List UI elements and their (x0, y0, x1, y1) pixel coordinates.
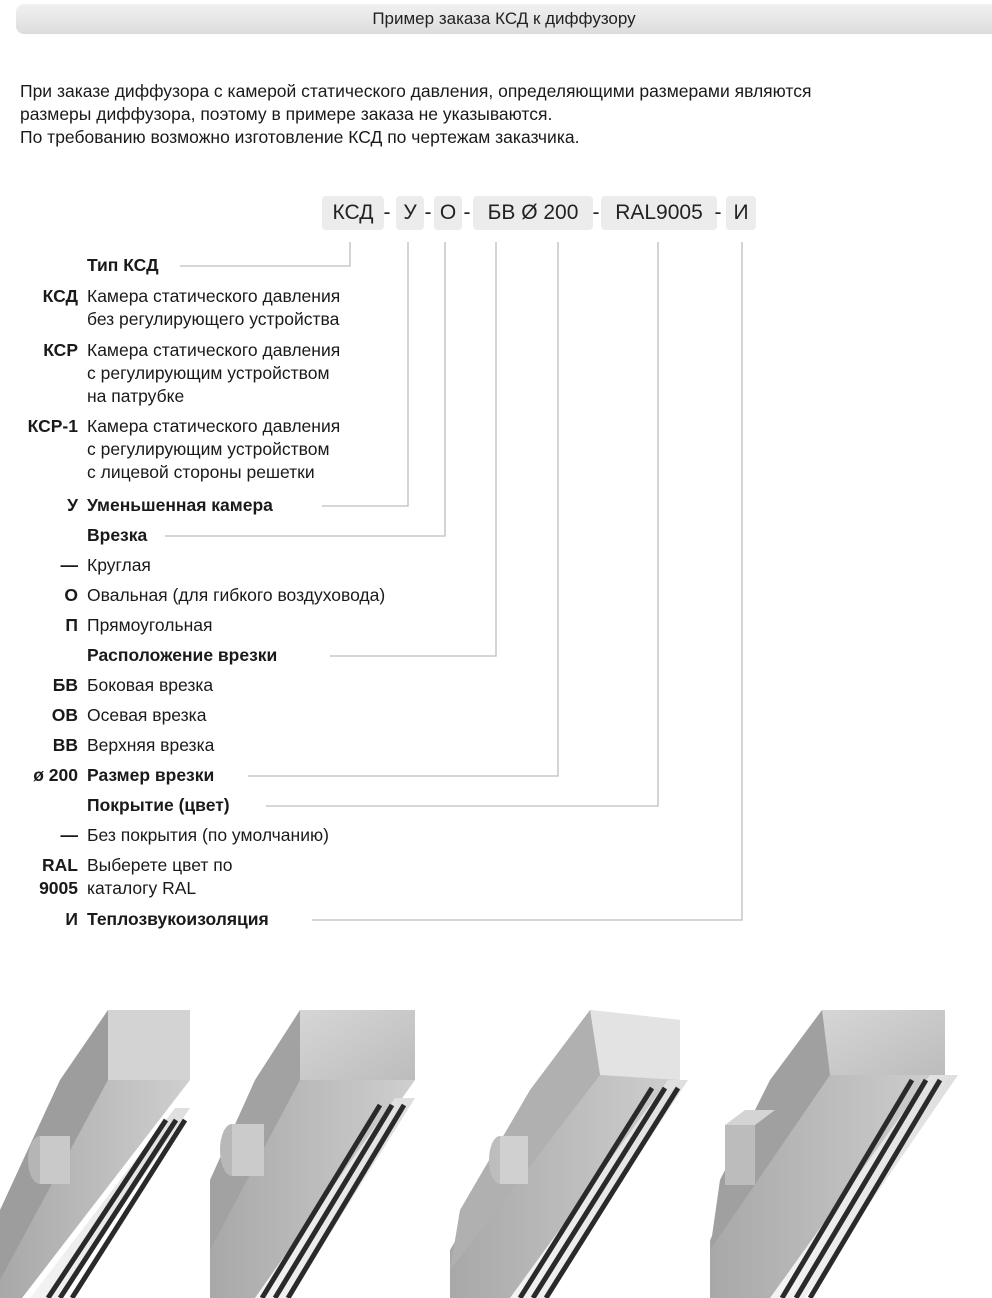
legend-text: Овальная (для гибкого воздуховода) (87, 585, 386, 605)
legend-heading: Покрытие (цвет) (87, 795, 230, 815)
legend-text: Камера статического давления (87, 340, 341, 360)
legend-code: О (64, 585, 78, 605)
code-part-insulation: И (726, 196, 756, 230)
legend-text: Боковая врезка (87, 675, 214, 695)
code-separator: - (463, 201, 471, 224)
legend-code: RAL 9005 (39, 855, 78, 898)
legend-text: каталогу RAL (87, 878, 197, 898)
connector-type (180, 242, 350, 266)
legend-code: У (67, 495, 78, 515)
legend-text: Без покрытия (по умолчанию) (87, 825, 329, 845)
legend-code: — (60, 825, 78, 845)
chamber-product-illustration-3 (450, 1010, 688, 1298)
legend-text: Верхняя врезка (87, 735, 215, 755)
intro-line-2: размеры диффузора, поэтому в примере заказа не указываются. (20, 104, 553, 124)
code-part-inlet: О (434, 196, 462, 230)
legend-code: ВВ (52, 735, 78, 755)
code-part-location-size: БВ Ø 200 (473, 196, 593, 230)
legend-text: без регулирующего устройства (87, 309, 340, 329)
legend-heading: Врезка (87, 525, 148, 545)
product-illustrations (0, 980, 992, 1298)
legend-text: Круглая (87, 555, 151, 575)
code-part-type: КСД (322, 196, 384, 230)
legend-text: Прямоугольная (87, 615, 213, 635)
chamber-product-illustration-2 (210, 1010, 415, 1298)
legend-code: И (65, 909, 78, 929)
legend-text: с регулирующим устройством (87, 363, 330, 383)
connector-insulation (312, 242, 742, 920)
legend-code: ОВ (51, 705, 78, 725)
legend-code: БВ (52, 675, 78, 695)
chamber-product-illustration-1 (0, 1010, 190, 1298)
legend-text: Камера статического давления (87, 416, 341, 436)
legend-text: Выберете цвет по (87, 855, 233, 875)
legend-heading: Размер врезки (87, 765, 215, 785)
legend-heading: Теплозвукоизоляция (87, 909, 269, 929)
code-part-color: RAL9005 (601, 196, 717, 230)
legend-text: Осевая врезка (87, 705, 207, 725)
connector-reduced (322, 242, 408, 506)
intro-line-1: При заказе диффузора с камерой статического давления, определяющими размерами являются (20, 81, 812, 101)
legend-code: КСР (43, 340, 78, 360)
section-title: Пример заказа КСД к диффузору (372, 9, 636, 28)
legend-code: П (65, 615, 78, 635)
legend-text: на патрубке (87, 386, 185, 406)
legend-code: — (60, 555, 78, 575)
legend-text: с лицевой стороны решетки (87, 462, 315, 482)
intro-line-3: По требованию возможно изготовление КСД по чертежам заказчика. (20, 127, 580, 147)
code-separator: - (383, 201, 391, 224)
code-separator: - (424, 201, 432, 224)
legend-code: КСР-1 (27, 416, 78, 436)
code-part-reduced: У (396, 196, 424, 230)
legend-heading: Тип КСД (87, 255, 159, 275)
chamber-product-illustration-4 (710, 1010, 958, 1298)
legend-code: КСД (42, 286, 78, 306)
code-separator: - (714, 201, 722, 224)
legend-heading: Уменьшенная камера (87, 495, 273, 515)
legend-text: с регулирующим устройством (87, 439, 330, 459)
code-separator: - (592, 201, 600, 224)
legend-heading: Расположение врезки (87, 645, 278, 665)
legend-text: Камера статического давления (87, 286, 341, 306)
legend-code: ø 200 (33, 765, 78, 785)
